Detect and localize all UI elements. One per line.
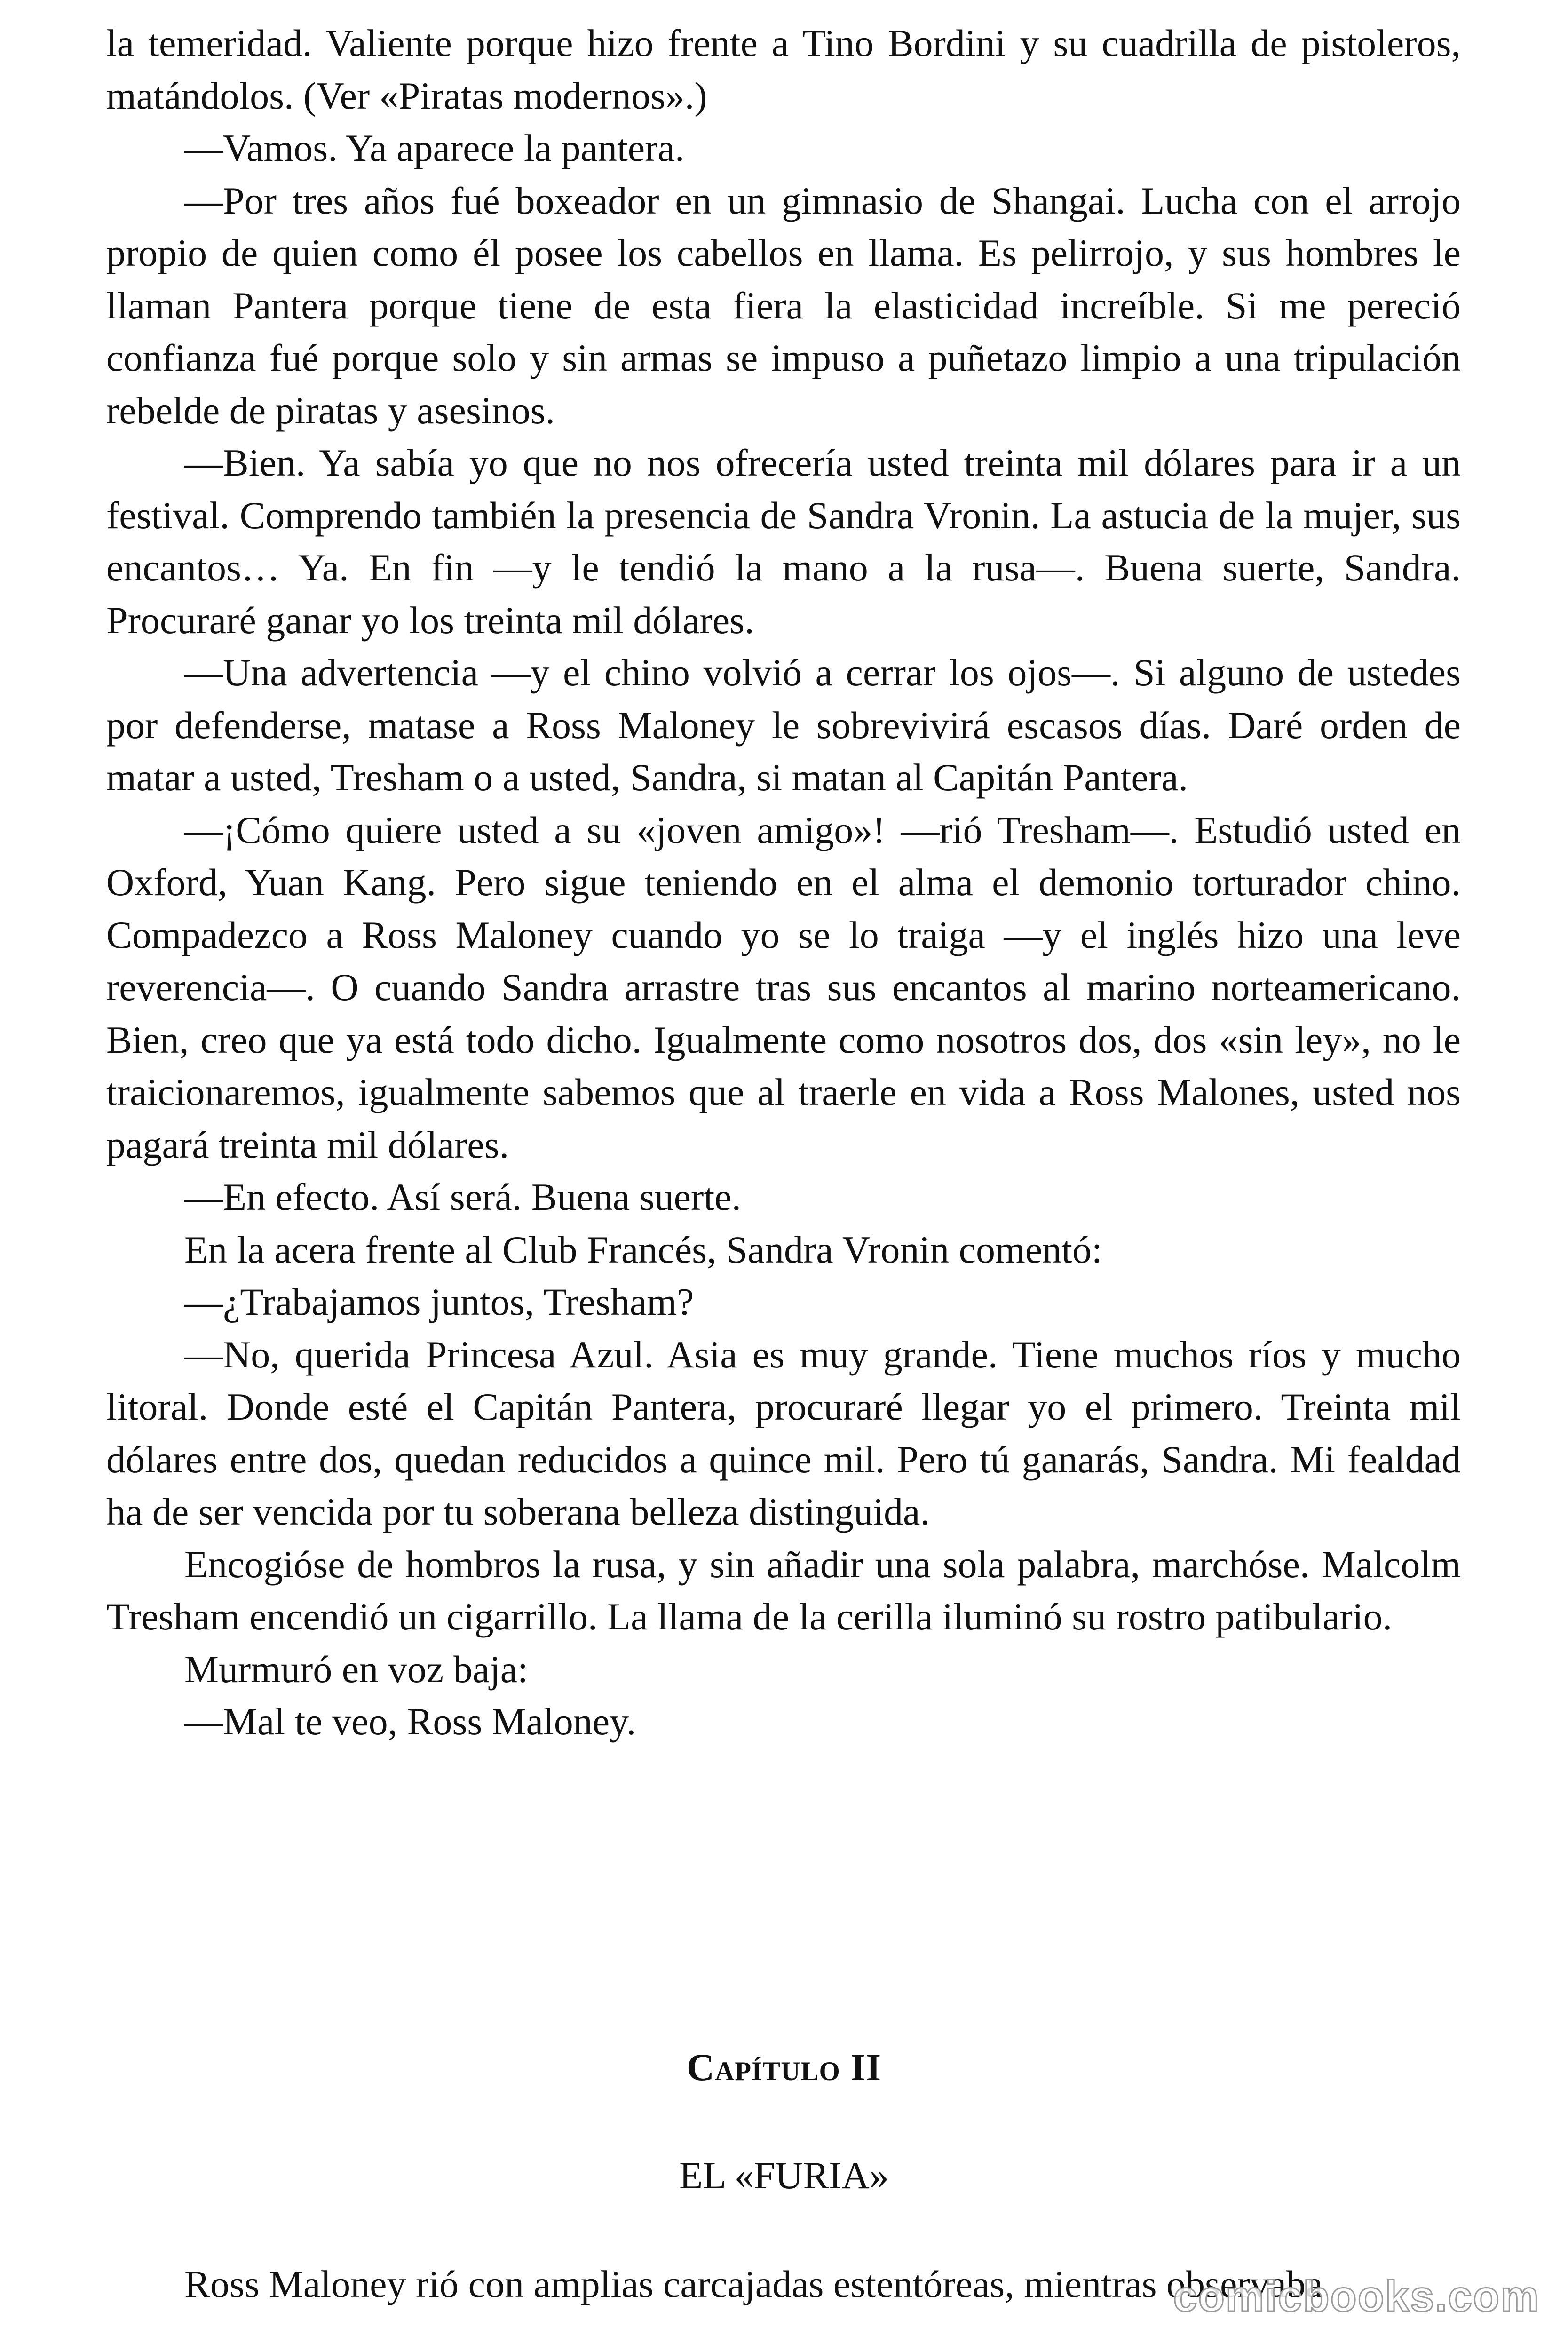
paragraph: —Vamos. Ya aparece la pantera. <box>184 127 685 169</box>
paragraph: Murmuró en voz baja: <box>184 1647 528 1691</box>
body-text <box>106 17 1461 1748</box>
chapter-subtitle: EL «FURIA» <box>679 2154 889 2197</box>
paragraph: —Por tres años fué boxeador en un gimnasio de Shangai. Lucha con el arrojo propio de quien como él posee los cabellos en llama. Es pelirrojo, y sus hombres le llaman Pantera porque tiene de esta fiera la elasticidad increíble. Si me pereció confianza fué porque solo y sin armas se impuso a puñetazo limpio a una tripulación rebelde de piratas y asesinos. <box>106 179 1461 432</box>
watermark-logo: comicbooks.com <box>1173 2273 1540 2320</box>
paragraph: Ross Maloney rió con amplias carcajadas estentóreas, mientras observaba <box>184 2263 1323 2305</box>
paragraph: —No, querida Princesa Azul. Asia es muy grande. Tiene muchos ríos y mucho litoral. Donde esté el Capitán Pantera, procuraré llegar yo el primero. Treinta mil dólares entre dos, quedan reducidos a quince mil. Pero tú ganarás, Sandra. Mi fealdad ha de ser vencida por tu soberana belleza distinguida. <box>106 1333 1461 1533</box>
chapter-title: Capítulo II <box>686 2046 882 2089</box>
paragraph: la temeridad. Valiente porque hizo frente a Tino Bordini y su cuadrilla de pistoleros, matándolos. (Ver «Piratas modernos».) <box>106 22 1461 117</box>
paragraph: —Bien. Ya sabía yo que no nos ofrecería usted treinta mil dólares para ir a un festival. Comprendo también la presencia de Sandra Vronin. La astucia de la mujer, sus encantos… Ya. En fin —y le tendió la mano a la rusa—. Buena suerte, Sandra. Procuraré ganar yo los treinta mil dólares. <box>106 441 1461 642</box>
paragraph: —Una advertencia —y el chino volvió a cerrar los ojos—. Si alguno de ustedes por defenderse, matase a Ross Maloney le sobrevivirá escasos días. Daré orden de matar a usted, Tresham o a usted, Sandra, si matan al Capitán Pantera. <box>106 651 1461 799</box>
paragraph: Encogióse de hombros la rusa, y sin añadir una sola palabra, marchóse. Malcolm Tresham encendió un cigarrillo. La llama de la cerilla iluminó su rostro patibulario. <box>106 1542 1461 1638</box>
paragraph: —¿Trabajamos juntos, Tresham? <box>184 1280 694 1323</box>
paragraph: —¡Cómo quiere usted a su «joven amigo»! —rió Tresham—. Estudió usted en Oxford, Yuan Kang. Pero sigue teniendo en el alma el demonio torturador chino. Compadezco a Ross Maloney cuando yo se lo traiga —y el inglés hizo una leve reverencia—. O cuando Sandra arrastre tras sus encantos al marino norteamericano. Bien, creo que ya está todo dicho. Igualmente como nosotros dos, dos «sin ley», no le traicionaremos, igualmente sabemos que al traerle en vida a Ross Malones, usted nos pagará treinta mil dólares. <box>106 808 1461 1166</box>
paragraph: En la acera frente al Club Francés, Sandra Vronin comentó: <box>184 1228 1102 1271</box>
paragraph: —Mal te veo, Ross Maloney. <box>184 1700 636 1743</box>
paragraph: —En efecto. Así será. Buena suerte. <box>184 1176 742 1218</box>
